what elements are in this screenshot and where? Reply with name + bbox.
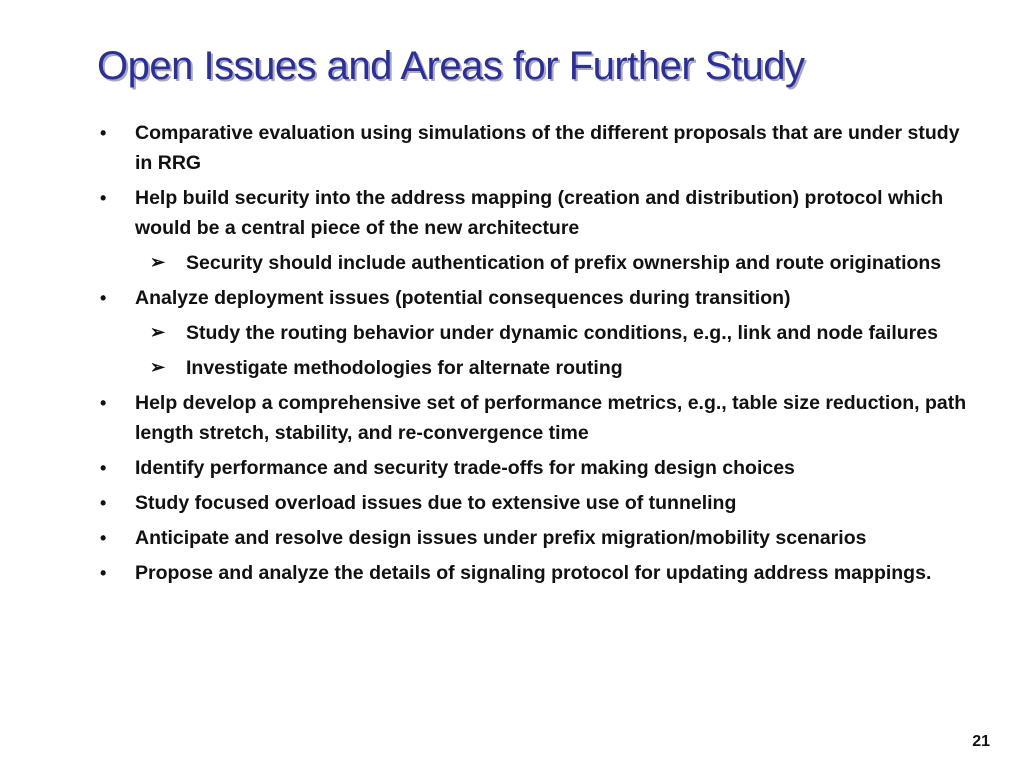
bullet-list xyxy=(0,118,1024,593)
page-number: 21 xyxy=(972,733,990,750)
bullet-text: Help build security into the address mapping (creation and distribution) protocol which would be a central piece of the new architecture xyxy=(135,187,944,239)
sub-bullet-item xyxy=(0,318,986,348)
arrowhead-bullet-icon: ➢ xyxy=(150,357,166,377)
bullet-dot-icon: • xyxy=(100,458,107,478)
bullet-item xyxy=(0,488,980,518)
bullet-text: Identify performance and security trade-offs for making design choices xyxy=(135,457,795,479)
sub-bullet-item xyxy=(0,353,986,383)
bullet-dot-icon: • xyxy=(100,393,107,413)
bullet-dot-icon: • xyxy=(100,288,107,308)
arrowhead-bullet-icon: ➢ xyxy=(150,322,166,342)
bullet-dot-icon: • xyxy=(100,563,107,583)
bullet-text: Comparative evaluation using simulations of the different proposals that are under study in RRG xyxy=(135,122,960,174)
sub-bullet-text: Study the routing behavior under dynamic conditions, e.g., link and node failures xyxy=(186,322,938,344)
sub-bullet-item xyxy=(0,248,986,278)
sub-bullet-text: Investigate methodologies for alternate routing xyxy=(186,357,623,379)
arrowhead-bullet-icon: ➢ xyxy=(150,252,166,272)
bullet-item xyxy=(0,523,980,553)
sub-bullet-text: Security should include authentication of prefix ownership and route originations xyxy=(186,252,942,274)
bullet-item xyxy=(0,183,980,243)
bullet-item xyxy=(0,283,980,313)
bullet-item xyxy=(0,558,980,588)
bullet-text: Analyze deployment issues (potential consequences during transition) xyxy=(135,287,791,309)
bullet-item xyxy=(0,118,980,178)
slide-title: Open Issues and Areas for Further Study xyxy=(97,44,805,88)
bullet-dot-icon: • xyxy=(100,493,107,513)
bullet-dot-icon: • xyxy=(100,188,107,208)
bullet-text: Help develop a comprehensive set of performance metrics, e.g., table size reduction, path length stretch, stability, and re-convergence time xyxy=(135,392,967,444)
bullet-dot-icon: • xyxy=(100,123,107,143)
bullet-item xyxy=(0,453,980,483)
bullet-item xyxy=(0,388,980,448)
bullet-dot-icon: • xyxy=(100,528,107,548)
bullet-text: Anticipate and resolve design issues under prefix migration/mobility scenarios xyxy=(135,527,867,549)
bullet-text: Propose and analyze the details of signaling protocol for updating address mappings. xyxy=(135,562,932,584)
bullet-text: Study focused overload issues due to extensive use of tunneling xyxy=(135,492,737,514)
